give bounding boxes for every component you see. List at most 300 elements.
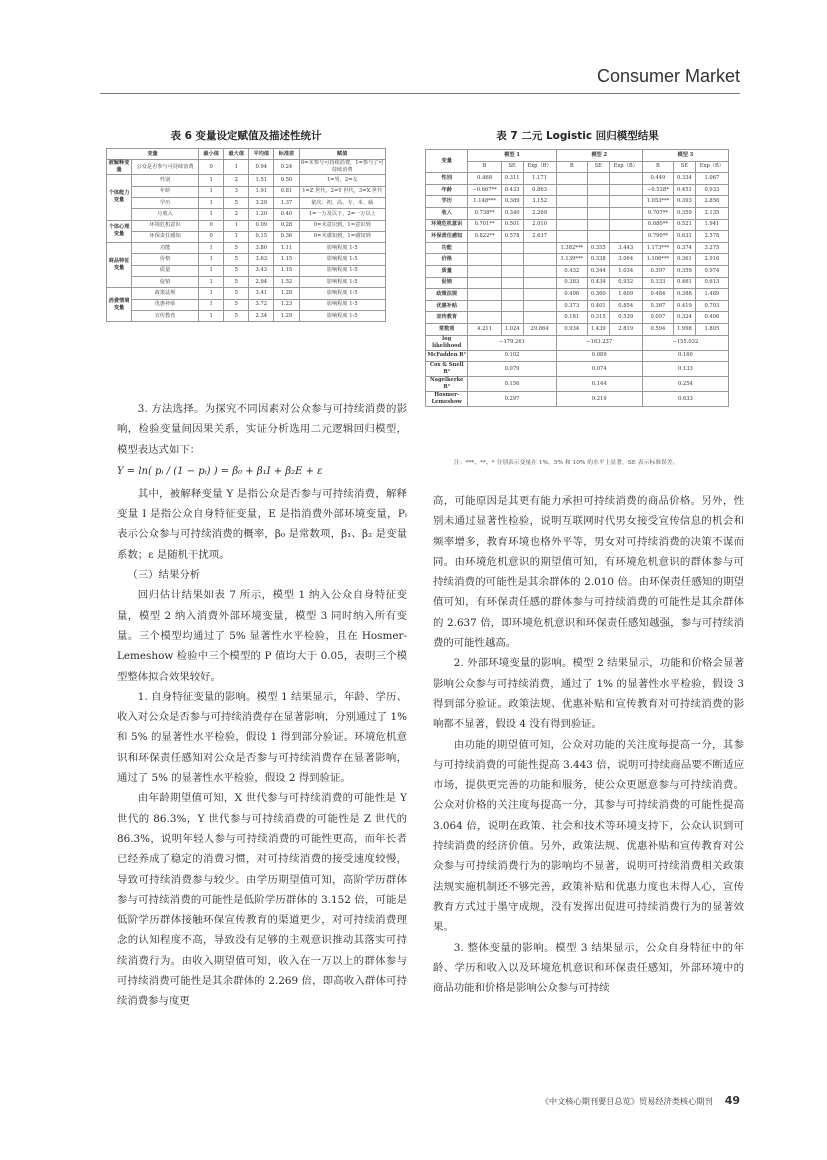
table7-summary-row [426,335,729,350]
table6-group-label: 商品特征变量 [107,243,132,288]
table6-cell-mean: 1.51 [249,175,274,186]
table7-cell [609,231,642,243]
table7-cell: 2.135 [695,207,728,219]
table7-summary-cell: 0.133 [642,362,728,377]
table7-cell: −0.667** [468,184,501,196]
table7-subheader: B [642,161,673,173]
paragraph-continued: 高，可能原因是其更有能力承担可持续消费的商品价格。另外，性别未通过显著性检验，说明互联网时代男女接受宣传信息的机会和频率增多，教育环境也格外平等，男女对可持续消费的决策不谋而同。由环境危机意识的期望值可知，有环境危机意识的群体参与可持续消费的可能性是其余群体的 2.010 倍。由环保责任感知的期望值可知，有环保责任感的群体参与可持续消费的可能性是其余群体的 2.637 倍，即环境危机意识和环保责任感知越强，参与可持续消费的可能性越高。 [433,495,744,650]
table6-cell-assign: 影响程度 1-5 [299,310,386,321]
table6-cell-max: 2 [224,175,249,186]
table7-cell: 0.539 [609,312,642,324]
table7-cell: 0.374 [674,242,696,254]
table6-cell-assign: 1=Z 世代，2=Y 世代，3=X 世代 [299,186,386,197]
table7-cell [468,300,501,312]
footer-journal-text: 《中文核心期刊要目总览》贸易经济类核心期刊 [540,1096,713,1106]
table7-row [426,231,729,243]
table7-variable-name: 环保责任感知 [426,231,468,243]
table7-cell: 0.863 [523,184,556,196]
table7-summary-cell: −155.032 [642,335,728,350]
table7-cell: 0.333 [642,277,673,289]
table6-cell-sd: 1.15 [274,265,299,276]
table7-summary-cell: 0.160 [642,350,728,362]
table6-cell-sd: 1.28 [274,288,299,299]
table6-cell-var: 优惠补贴 [132,299,199,310]
table7-cell: 0.933 [695,184,728,196]
table7-cell: 0.315 [587,312,609,324]
table7-cell: 0.703 [695,300,728,312]
table6-row [107,254,386,265]
page-number: 49 [724,1094,740,1107]
table7-cell: 1.489 [695,289,728,301]
table7-cell: 0.338 [587,254,609,266]
table6-group-label: 个体心理变量 [107,220,132,243]
table6-row [107,243,386,254]
table6-row [107,277,386,288]
table7-cell: 0.521 [674,219,696,231]
table6-cell-min: 1 [199,175,224,186]
table7-cell: 1.024 [501,323,523,335]
table6-cell-var: 月收入 [132,209,199,220]
table6-cell-assign: 0=未感知到，1=感知到 [299,231,386,242]
table7-cell: 1.382*** [556,242,587,254]
table7-cell: 0.822** [468,231,501,243]
table7-variable-name: 价格 [426,254,468,266]
table7-cell: 0.181 [556,312,587,324]
table7-row [426,312,729,324]
table7-cell [523,277,556,289]
table7-cell: 0.468 [468,173,501,185]
table6-cell-min: 1 [199,209,224,220]
table7-logistic-results [425,149,729,407]
table7-variable-name: 促销 [426,277,468,289]
table7-row [426,219,729,231]
table7-subheader: SE [587,161,609,173]
table7-cell: 0.701** [468,219,501,231]
table6-cell-min: 1 [199,277,224,288]
model-formula: Y = ln( pᵢ / (1 − pᵢ) ) = β₀ + β₁I + β₂E + ε [117,465,323,477]
table7-cell: 0.434 [587,277,609,289]
table7-cell [501,265,523,277]
table7-summary-cell: −179.261 [468,335,556,350]
table7-cell [468,242,501,254]
table7-cell: 0.393 [674,196,696,208]
table7-cell [587,219,609,231]
table6-cell-max: 3 [224,186,249,197]
table7-subheader: B [468,161,501,173]
table6-group-label: 个体能力变量 [107,175,132,220]
left-text-column [117,399,407,1012]
table6-row [107,299,386,310]
table7-row [426,289,729,301]
table6-row [107,310,386,321]
table6-cell-var: 政策法规 [132,288,199,299]
right-text-column [433,491,744,998]
table6-cell-max: 5 [224,299,249,310]
page-footer [480,1094,740,1107]
table7-row [426,277,729,289]
table7-header-row-models [426,150,729,162]
table6-cell-max: 5 [224,310,249,321]
table7-cell: 0.344 [587,265,609,277]
table7-cell: 2.856 [695,196,728,208]
table6-cell-mean: 3.63 [249,254,274,265]
table6-cell-assign: 影响程度 1-5 [299,254,386,265]
table7-cell: 1.173*** [642,242,673,254]
table7-cell: 0.613 [695,277,728,289]
table7-summary-row [426,350,729,362]
table6-cell-assign: 影响程度 1-5 [299,265,386,276]
table7-summary-row [426,392,729,407]
table7-cell: 1.805 [695,323,728,335]
table6-cell-min: 0 [199,160,224,175]
table7-cell: 2.637 [523,231,556,243]
table7-summary-cell: 0.156 [468,377,556,392]
table7-cell [609,184,642,196]
table7-row [426,173,729,185]
table6-cell-sd: 1.11 [274,243,299,254]
table7-cell: 0.383 [556,277,587,289]
table7-cell [587,173,609,185]
table6-cell-sd: 0.28 [274,220,299,231]
table7-cell: 0.738** [468,207,501,219]
table6-cell-var: 公众是否参与可持续消费 [132,160,199,175]
table7-cell: 1.609 [609,289,642,301]
table6-cell-assign: 影响程度 1-5 [299,288,386,299]
table6-cell-mean: 3.72 [249,299,274,310]
table7-cell: 0.397 [642,265,673,277]
table7-subheader: B [556,161,587,173]
table6-row [107,288,386,299]
table7-cell: 2.819 [609,323,642,335]
table7-cell [609,173,642,185]
table6-cell-sd: 1.15 [274,254,299,265]
table7-cell [468,312,501,324]
table7-cell [523,242,556,254]
table7-cell: 3.275 [695,242,728,254]
table7-row [426,242,729,254]
table7-cell [556,184,587,196]
table7-variable-name: 收入 [426,207,468,219]
table7-variable-name: 优惠补贴 [426,300,468,312]
table6-cell-assign: 影响程度 1-5 [299,299,386,310]
table7-cell [501,289,523,301]
table6-cell-max: 5 [224,265,249,276]
table6-cell-mean: 3.80 [249,243,274,254]
table7-summary-label: log likelihood [426,335,468,350]
table7-summary-cell: 0.254 [642,377,728,392]
table6-cell-max: 5 [224,277,249,288]
table7-row [426,196,729,208]
table7-cell: 0.790** [642,231,673,243]
table7-cell: 3.064 [609,254,642,266]
table6-header-min: 最小值 [199,149,224,160]
table7-cell [523,312,556,324]
table6-cell-max: 5 [224,254,249,265]
table7-row [426,184,729,196]
table7-cell: 0.594 [642,323,673,335]
table7-cell [468,265,501,277]
table6-header-sd: 标准差 [274,149,299,160]
table7-cell: 1.067 [695,173,728,185]
table7-cell: 0.097 [642,312,673,324]
table7-caption: 表 7 二元 Logistic 回归模型结果 [496,130,659,142]
table7-cell [609,196,642,208]
table7-header-model1: 模型 1 [468,150,556,162]
table6-cell-var: 宣传教育 [132,310,199,321]
table7-cell [556,196,587,208]
table7-cell [523,254,556,266]
table7-subheader: Exp（B） [695,161,728,173]
header-divider [100,93,740,94]
table6-cell-var: 环境危机意识 [132,220,199,231]
table6-row [107,160,386,175]
table7-subheader: Exp（B） [609,161,642,173]
table7-cell: 1.171 [523,173,556,185]
table7-cell: 1.941 [695,219,728,231]
table6-group-label: 消费情境变量 [107,288,132,322]
table7-variable-name: 年龄 [426,184,468,196]
table6-cell-max: 5 [224,243,249,254]
table7-variable-name: 环境危机意识 [426,219,468,231]
table7-cell [501,300,523,312]
table7-cell [587,231,609,243]
table6-row [107,186,386,197]
table6-header-row [107,149,386,160]
table7-cell: 0.501 [501,219,523,231]
table6-cell-sd: 0.36 [274,231,299,242]
paragraph-function-price: 由功能的期望值可知，公众对功能的关注度每提高一分，其参与可持续消费的可能性提高 3.443 倍，说明可持续商品要不断适应市场，提供更完善的功能和服务，使公众更愿意参与可持续消费。公众对价格的关注度每提高一分，其参与可持续消费的可能性提高 3.064 倍，说明在政策、社会和技术等环境支持下，公众认识到可持续消费的经济价值。另外，政策法规、优惠补贴和宣传教育对公众参与可持续消费行为的影响均不显著，说明可持续消费相关政策法规实施机制还不够完善，政策补贴和优惠力度也未得人心，宣传教育方式过于墨守成规，没有发挥出促进可持续消费行为的显著效果。 [433,738,744,934]
table7-cell [523,289,556,301]
table7-subheader: SE [674,161,696,173]
table6-row [107,197,386,208]
table7-cell: 29.864 [523,323,556,335]
table7-summary-cell: 0.297 [468,392,556,407]
table6-cell-assign: 影响程度 1-5 [299,243,386,254]
table7-variable-name: 常数项 [426,323,468,335]
table7-cell [501,254,523,266]
table6-cell-min: 0 [199,231,224,242]
table7-summary-cell: 0.102 [468,350,556,362]
table7-cell: 0.854 [609,300,642,312]
table6-cell-min: 1 [199,265,224,276]
table7-cell: 1.148*** [468,196,501,208]
table7-cell: 0.334 [674,173,696,185]
table6-cell-mean: 1.91 [249,186,274,197]
table6-row [107,209,386,220]
table6-cell-sd: 1.37 [274,197,299,208]
table6-cell-min: 1 [199,299,224,310]
table6-cell-var: 环保责任感知 [132,231,199,242]
table7-row [426,265,729,277]
table6-cell-var: 学历 [132,197,199,208]
table6-cell-var: 性别 [132,175,199,186]
table6-cell-mean: 1.20 [249,209,274,220]
table7-cell: 0.496 [556,289,587,301]
table7-summary-label: Hosmer-Lemeshow [426,392,468,407]
table7-summary-cell: 0.074 [556,362,642,377]
paragraph-self-characteristics: 1. 自身特征变量的影响。模型 1 结果显示，年龄、学历、收入对公众是否参与可持续消费存在显著影响，分别通过了 1% 和 5% 的显著性水平检验，假设 1 得到部分验证。环境危机意识和环保责任感知对公众是否参与可持续消费存在显著影响，通过了 5% 的显著性水平检验，假设 2 得到验证。 [117,690,407,785]
table7-cell: 0.433 [501,184,523,196]
table7-row [426,300,729,312]
table6-cell-assign: 依次：初、高、专、本、硕 [299,197,386,208]
table6-cell-mean: 3.29 [249,197,274,208]
table7-cell: 1.034 [609,265,642,277]
table6-cell-mean: 0.15 [249,231,274,242]
table7-row [426,323,729,335]
table6-cell-mean: 3.43 [249,265,274,276]
table6-cell-mean: 2.34 [249,310,274,321]
table7-cell: 0.373 [556,300,587,312]
table7-cell: 0.406 [695,312,728,324]
table7-cell [523,265,556,277]
table6-cell-mean: 3.41 [249,288,274,299]
table6-header-max: 最大值 [224,149,249,160]
table7-cell: 0.386 [674,289,696,301]
table7-cell: 1.139*** [556,254,587,266]
table7-cell [587,196,609,208]
table6-cell-max: 1 [224,220,249,231]
table7-cell: 0.360 [587,289,609,301]
table6-cell-max: 2 [224,209,249,220]
table6-cell-max: 5 [224,197,249,208]
table7-subheader: Exp（B） [523,161,556,173]
table7-cell: 0.484 [642,289,673,301]
paragraph-variables: 其中，被解释变量 Y 是指公众是否参与可持续消费，解释变量 I 是指公众自身特征变量，E 是指消费外部环境变量，Pᵢ 表示公众参与可持续消费的概率，β₀ 是常数项，β₁、β₂ 是变量系数；ε 是随机干扰项。 [117,487,407,561]
table7-cell: 0.707** [642,207,673,219]
table7-variable-name: 性别 [426,173,468,185]
table7-cell: 0.934 [556,323,587,335]
table7-cell: 0.680** [642,219,673,231]
table7-cell [556,173,587,185]
table7-cell: 2.269 [523,207,556,219]
table7-cell: 0.449 [642,173,673,185]
table7-cell [501,242,523,254]
table7-cell [609,219,642,231]
table7-cell: 3.443 [609,242,642,254]
table7-cell: 1.439 [587,323,609,335]
paragraph-overall-variables: 3. 整体变量的影响。模型 3 结果显示，公众自身特征中的年龄、学历和收入以及环境危机意识和环保责任感知，外部环境中的商品功能和价格是影响公众参与可持续 [433,941,744,995]
table6-row [107,265,386,276]
table7-cell: 0.340 [501,207,523,219]
table6-header-var: 变量 [107,149,199,160]
table7-cell: 2.578 [695,231,728,243]
table7-variable-name: 功能 [426,242,468,254]
table6-cell-assign: 1=一万及以下，2=一万以上 [299,209,386,220]
table6-cell-sd: 0.50 [274,175,299,186]
table6-cell-min: 0 [199,220,224,231]
table7-cell: 0.974 [695,265,728,277]
table7-cell [523,300,556,312]
table7-cell: 0.578 [501,231,523,243]
table6-cell-mean: 0.09 [249,220,274,231]
table7-cell [501,312,523,324]
table7-header-var: 变量 [426,150,468,173]
table7-cell: 3.152 [523,196,556,208]
table6-cell-assign: 0=未参与可持续消费，1=参与了可持续消费 [300,160,384,174]
table7-cell [587,184,609,196]
table6-cell-sd: 0.81 [274,186,299,197]
table7-cell: 0.631 [674,231,696,243]
table7-cell: 2.916 [695,254,728,266]
table6-header-mean: 平均值 [249,149,274,160]
table7-cell: 0.461 [674,277,696,289]
table6-cell-max: 1 [224,160,249,175]
table6-cell-max: 1 [224,231,249,242]
section-heading-results: （三）结果分析 [127,569,201,582]
table6-cell-sd: 1.23 [274,299,299,310]
table7-cell: 0.401 [587,300,609,312]
table6-cell-sd: 1.29 [274,310,299,321]
table7-cell: 0.419 [674,300,696,312]
paragraph-regression: 回归估计结果如表 7 所示，模型 1 纳入公众自身特征变量，模型 2 纳入消费外部环境变量，模型 3 同时纳入所有变量。三个模型均通过了 5% 显著性水平检验，且在 Hosmer-Lemeshow 检验中三个模型的 P 值均大于 0.05，表明三个模型整体拟合效果较好。 [117,589,407,683]
table7-variable-name: 学历 [426,196,468,208]
table7-cell: 1.106*** [642,254,673,266]
table6-row [107,220,386,231]
table6-cell-var: 促销 [132,277,199,288]
table7-cell [587,207,609,219]
table7-cell [468,254,501,266]
table7-summary-row [426,362,729,377]
table6-cell-max: 5 [224,288,249,299]
table6-caption: 表 6 变量设定赋值及描述性统计 [170,130,322,142]
table7-cell: 0.367 [642,300,673,312]
table6-cell-sd: 0.40 [274,209,299,220]
table7-summary-cell: −163.237 [556,335,642,350]
table7-summary-label: Nagelkerke R² [426,377,468,392]
table6-cell-assign: 影响程度 1-5 [299,277,386,288]
table7-variable-name: 政策法规 [426,289,468,301]
table6-header-assign: 赋值 [299,149,386,160]
table7-cell: 1.053*** [642,196,673,208]
table6-cell-min: 1 [199,310,224,321]
table7-cell [468,289,501,301]
table7-cell [609,207,642,219]
table7-cell [501,277,523,289]
table7-variable-name: 质量 [426,265,468,277]
table7-subheader: SE [501,161,523,173]
table7-summary-cell: 0.219 [556,392,642,407]
table6-cell-assign: 1=男，2=女 [299,175,386,186]
table6-cell-assign: 0=未意识到，1=意识到 [299,220,386,231]
table7-cell: 0.324 [674,312,696,324]
table6-cell-var: 价格 [132,254,199,265]
table7-row [426,207,729,219]
table7-summary-cell: 0.089 [556,350,642,362]
table7-cell: 0.432 [556,265,587,277]
table6-group-label: 被解释变量 [107,160,132,175]
paragraph-age-education-income: 由年龄期望值可知，X 世代参与可持续消费的可能性是 Y 世代的 86.3%，Y 世代参与可持续消费的可能性是 Z 世代的 86.3%，说明年轻人参与可持续消费的可能性更高，而年长者已经养成了稳定的消费习惯，对可持续消费的接受速度较慢，导致可持续消费参与较少。由学历期望值可知，高阶学历群体参与可持续消费的可能性是低阶学历群体的 3.152 倍，可能是低阶学历群体接触环保宣传教育的渠道更少，对可持续消费理念的认知程度不高，导致没有足够的主观意识推动其落实可持续消费行为。由收入期望值可知，收入在一万以上的群体参与可持续消费可能性是其余群体的 2.269 倍，即高收入群体可持续消费参与度更 [117,792,407,1008]
table7-cell: 0.355 [587,242,609,254]
table6-cell-min: 1 [199,243,224,254]
table7-cell: 0.932 [609,277,642,289]
table7-summary-cell: 0.079 [468,362,556,377]
table7-note: 注：***、**、* 分别表示变量在 1%、5% 和 10% 的水平上显著，SE 表示标准误差。 [454,460,679,466]
table7-cell [556,219,587,231]
table7-summary-cell: 0.633 [642,392,728,407]
table7-cell: 0.359 [674,207,696,219]
table6-cell-mean: 0.94 [249,160,274,175]
table7-summary-label: Cox & Snell R² [426,362,468,377]
table7-cell: 0.311 [501,173,523,185]
table7-cell: 0.359 [674,265,696,277]
table7-header-row-sub [426,161,729,173]
table7-cell [556,207,587,219]
table7-header-model2: 模型 2 [556,150,642,162]
table7-cell [556,231,587,243]
table6-cell-var: 质量 [132,265,199,276]
table6-cell-sd: 1.52 [274,277,299,288]
paragraph-external-environment: 2. 外部环境变量的影响。模型 2 结果显示，功能和价格会显著影响公众参与可持续消费，通过了 1% 的显著性水平检验，假设 3 得到部分验证。政策法规、优惠补贴和宣传教育对可持续消费的影响都不显著，假设 4 没有得到验证。 [433,657,744,731]
